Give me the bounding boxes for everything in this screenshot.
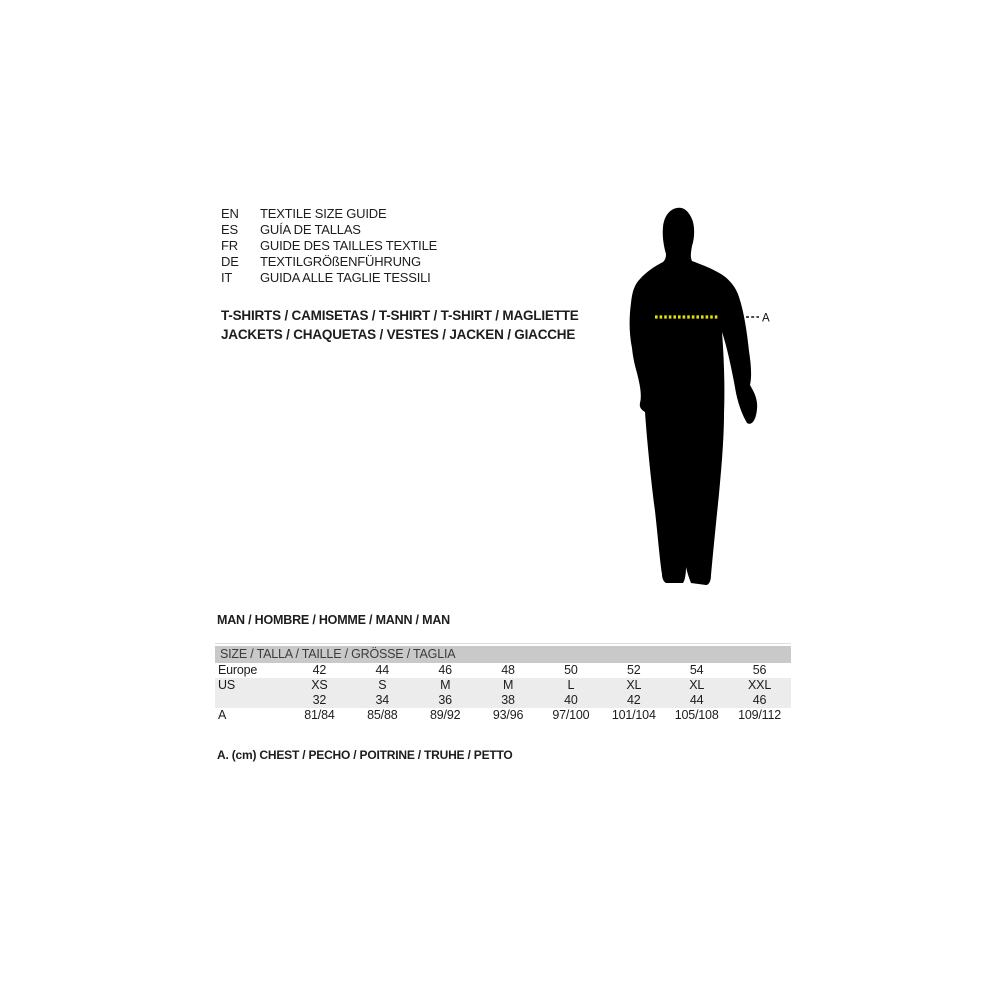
size-cell: 42	[312, 663, 327, 677]
size-cell: 38	[501, 693, 515, 707]
size-table-header: SIZE / TALLA / TAILLE / GRÖSSE / TAGLIA	[215, 646, 791, 663]
table-row-europe	[215, 663, 791, 678]
language-row	[221, 270, 437, 286]
language-code: ES	[221, 222, 238, 237]
size-cell: 101/104	[611, 708, 656, 722]
language-row	[221, 222, 437, 238]
language-row	[221, 206, 437, 222]
measure-label-a: A	[762, 312, 770, 325]
language-label: GUIDA ALLE TAGLIE TESSILI	[260, 270, 431, 285]
product-line-tshirts: T-SHIRTS / CAMISETAS / T-SHIRT / T-SHIRT / MAGLIETTE	[221, 308, 579, 323]
size-cell: XS	[311, 678, 328, 692]
size-cell: 85/88	[367, 708, 398, 722]
language-code: IT	[221, 270, 233, 285]
product-line-jackets: JACKETS / CHAQUETAS / VESTES / JACKEN / GIACCHE	[221, 327, 576, 342]
size-cell: 81/84	[304, 708, 335, 722]
size-cell: S	[378, 678, 387, 692]
table-row-numeric	[215, 693, 791, 708]
language-code: DE	[221, 254, 239, 269]
size-cell: M	[440, 678, 451, 692]
size-cell: 109/112	[738, 708, 781, 722]
size-cell: 46	[438, 663, 452, 677]
language-label: GUIDE DES TAILLES TEXTILE	[260, 238, 438, 253]
language-code: EN	[221, 206, 239, 221]
size-cell: 36	[438, 693, 452, 707]
footnote: A. (cm) CHEST / PECHO / POITRINE / TRUHE / PETTO	[217, 748, 513, 762]
language-code: FR	[221, 238, 238, 253]
size-cell: 42	[627, 693, 641, 707]
size-cell: 89/92	[430, 708, 461, 722]
size-cell: XL	[626, 678, 642, 692]
size-cell: 105/108	[674, 708, 719, 722]
table-row-us	[215, 678, 791, 693]
size-cell: 48	[501, 663, 515, 677]
size-cell: 44	[689, 693, 704, 707]
size-table	[215, 643, 791, 723]
man-silhouette-figure	[600, 195, 800, 605]
row-label: Europe	[218, 663, 258, 677]
section-title: MAN / HOMBRE / HOMME / MANN / MAN	[217, 613, 450, 627]
size-cell: 46	[752, 693, 767, 707]
size-cell: 52	[627, 663, 641, 677]
size-cell: XXL	[748, 678, 772, 692]
size-cell: 54	[689, 663, 704, 677]
size-cell: XL	[689, 678, 705, 692]
size-cell: M	[502, 678, 514, 692]
table-row-chest-cm	[215, 708, 791, 723]
language-list	[221, 206, 437, 286]
silhouette-shape	[630, 208, 758, 585]
language-label: TEXTILE SIZE GUIDE	[260, 206, 387, 221]
size-cell: 44	[375, 663, 390, 677]
row-label: A	[218, 708, 227, 722]
size-cell: 97/100	[552, 708, 590, 722]
row-label: US	[218, 678, 235, 692]
size-cell: 32	[312, 693, 327, 707]
product-categories	[221, 306, 579, 344]
language-row	[221, 254, 437, 270]
language-label: TEXTILGRÖßENFÜHRUNG	[260, 254, 421, 269]
size-cell: 50	[564, 663, 578, 677]
size-cell: 40	[564, 693, 578, 707]
size-cell: 93/96	[492, 708, 524, 722]
language-row	[221, 238, 437, 254]
size-cell: 56	[752, 663, 767, 677]
size-cell: L	[567, 678, 575, 692]
row-label	[215, 693, 288, 708]
size-cell: 34	[375, 693, 390, 707]
language-label: GUÍA DE TALLAS	[260, 222, 361, 237]
